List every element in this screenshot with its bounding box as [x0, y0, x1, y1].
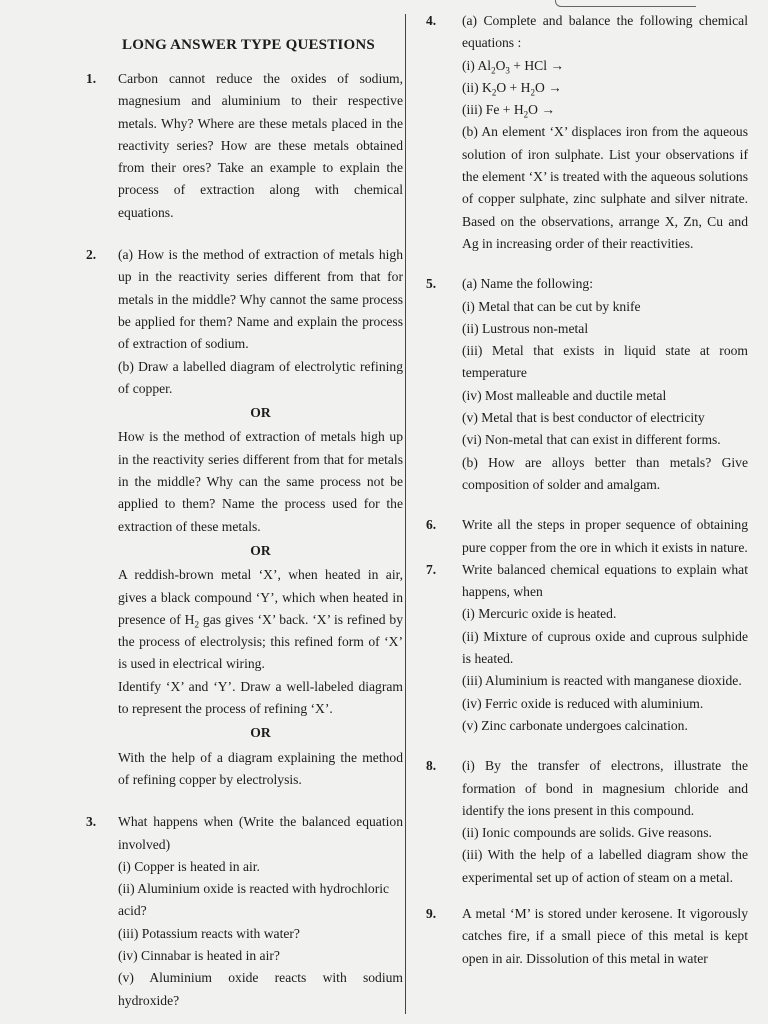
question-item: (ii) Mixture of cuprous oxide and cuprous sulphide is heated.	[462, 628, 748, 667]
question-item: (iv) Ferric oxide is reduced with aluminium.	[462, 695, 704, 711]
equation-3: (iii) $Fe + H_2O$ →	[462, 102, 555, 120]
question-text: A metal ‘M’ is stored under kerosene. It vigorously catches fire, if a small piece of this metal is kept open in air. Dissolution of this metal in water	[462, 905, 748, 966]
question-part-b: (b) An element ‘X’ displaces iron from the aqueous solution of iron sulphate. List your observations if the element ‘X’ is treated with the aqueous solutions of copper sulphate, zinc sulphate and silver nitrate. Based on the observations, arrange X, Zn, Cu and Ag in increasing order of their reactivities.	[462, 124, 748, 251]
question-part-b: (b) How are alloys better than metals? Give composition of solder and amalgam.	[462, 454, 748, 492]
question-item: (i) Mercuric oxide is heated.	[462, 606, 617, 622]
question-item: (i) By the transfer of electrons, illustrate the formation of bond in magnesium chloride and identify the ions present in this compound.	[462, 758, 748, 818]
equation-1: (i) $Al_2O_3$ + HCl →	[462, 57, 565, 76]
question-number: 8.	[426, 758, 437, 774]
question-number: 1.	[86, 71, 97, 86]
question-3	[78, 811, 403, 1012]
question-item: (ii) Ionic compounds are solids. Give reasons.	[462, 825, 712, 841]
question-part-b: (b) Draw a labelled diagram of electrolytic refining of copper.	[118, 358, 403, 396]
question-part-a: (a) Complete and balance the following chemical equations :	[462, 13, 748, 51]
or-separator: OR	[250, 542, 271, 558]
alternative-question-2: A reddish-brown metal ‘X’, when heated in air, gives a black compound ‘Y’, which when heated in presence of $H_2$ gas gives ‘X’ back. ‘X’ is refined by the process of electrolysis; this refined form of ‘X’ is used in electrical wiring.	[118, 567, 403, 672]
question-4	[418, 10, 748, 255]
page-edge-shadow	[555, 0, 696, 7]
question-item: (vi) Non-metal that can exist in different forms.	[462, 432, 721, 448]
right-column	[418, 10, 748, 970]
question-item: (i) Metal that can be cut by knife	[462, 298, 641, 314]
question-item: (iii) With the help of a labelled diagram show the experimental set up of action of steam on a metal.	[462, 847, 748, 885]
question-part-a: (a) Name the following:	[462, 276, 593, 292]
question-item: (i) Copper is heated in air.	[118, 858, 260, 874]
alternative-question-1: How is the method of extraction of metals high up in the reactivity series different from that for metals in the middle? Why can the same process not be applied to them? Name the process used for the extraction of these metals.	[118, 429, 403, 534]
question-part-a: (a) How is the method of extraction of metals high up in the reactivity series different from that for metals in the middle? Why cannot the same process be applied for them? Name and explain the process of extraction of sodium.	[118, 247, 403, 352]
question-number: 6.	[426, 517, 437, 533]
equation-2: (ii) $K_2O + H_2O$ →	[462, 79, 562, 98]
question-2	[78, 244, 403, 791]
question-1	[78, 68, 403, 224]
alternative-question-3: With the help of a diagram explaining the method of refining copper by electrolysis.	[118, 749, 403, 787]
question-item: (ii) Aluminium oxide is reacted with hydrochloric acid?	[118, 881, 390, 919]
question-number: 9.	[426, 905, 437, 921]
question-number: 2.	[86, 247, 97, 263]
left-column	[78, 36, 403, 1012]
question-item: (iii) Potassium reacts with water?	[118, 925, 300, 941]
question-item: (ii) Lustrous non-metal	[462, 320, 589, 336]
question-number: 3.	[86, 814, 97, 830]
question-item: (v) Aluminium oxide reacts with sodium hydroxide?	[118, 970, 403, 1008]
column-divider	[405, 14, 406, 1014]
question-text: Carbon cannot reduce the oxides of sodium, magnesium and aluminium to their respective metals. Why? Where are these metals placed in the reactivity series? How are these metals obtained from their ores? Take an example to explain the process of extraction along with chemical equations.	[118, 71, 403, 220]
question-5	[418, 273, 748, 496]
question-item: (iii) Aluminium is reacted with manganese dioxide.	[462, 673, 742, 689]
question-item: (iii) Metal that exists in liquid state at room temperature	[462, 343, 748, 381]
question-text: Write all the steps in proper sequence of obtaining pure copper from the ore in which it exists in nature.	[462, 517, 748, 555]
question-number: 5.	[426, 276, 437, 292]
section-heading: LONG ANSWER TYPE QUESTIONS	[122, 37, 375, 53]
question-item: (iv) Cinnabar is heated in air?	[118, 947, 280, 963]
question-8	[418, 755, 748, 889]
alternative-question-2-identify: Identify ‘X’ and ‘Y’. Draw a well-labeled diagram to represent the process of refining ‘X’.	[118, 678, 403, 717]
question-7	[418, 559, 748, 737]
or-separator: OR	[250, 405, 271, 421]
question-number: 7.	[426, 561, 437, 577]
question-6	[418, 514, 748, 559]
or-separator: OR	[250, 725, 271, 741]
question-intro: What happens when (Write the balanced equation involved)	[118, 814, 403, 852]
question-item: (v) Metal that is best conductor of electricity	[462, 410, 705, 426]
question-item: (iv) Most malleable and ductile metal	[462, 387, 667, 403]
question-item: (v) Zinc carbonate undergoes calcination.	[462, 717, 688, 733]
question-number: 4.	[426, 13, 437, 28]
question-intro: Write balanced chemical equations to explain what happens, when	[462, 561, 748, 600]
question-9	[418, 903, 748, 970]
